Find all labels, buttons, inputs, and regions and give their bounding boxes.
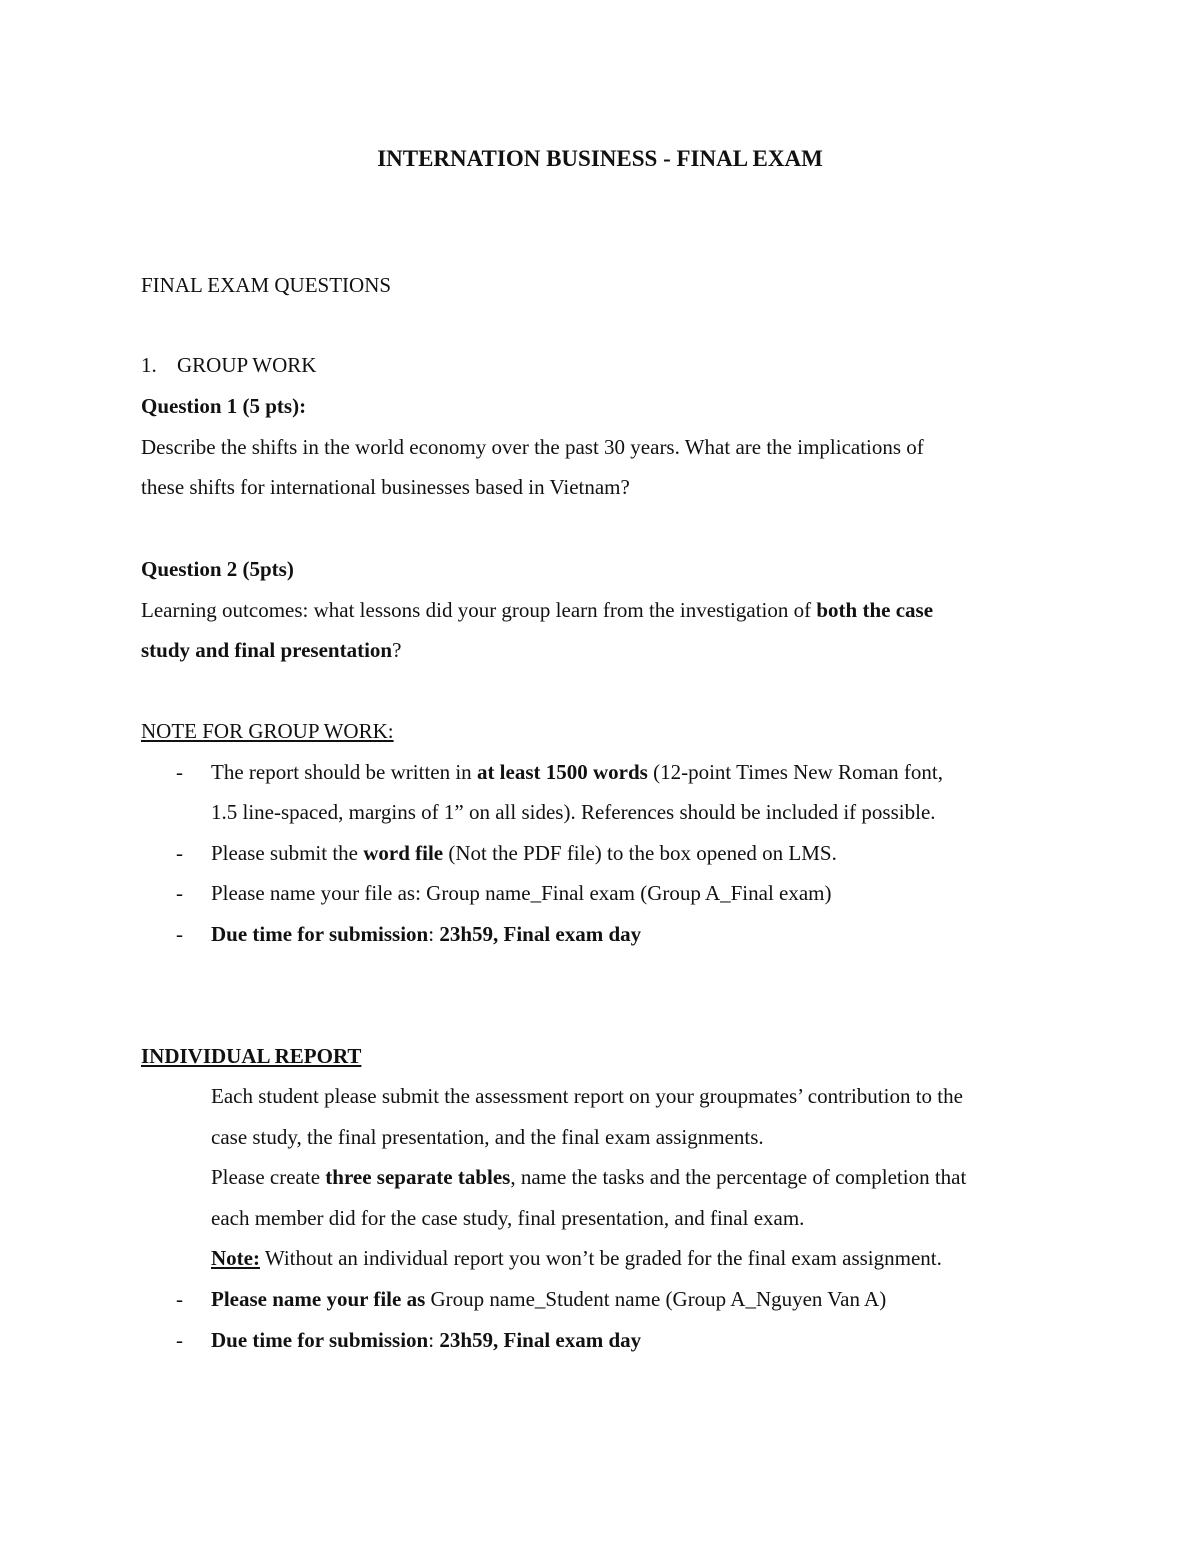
question-1-label: Question 1 (5 pts): xyxy=(141,394,307,418)
bullet-dash: - xyxy=(176,1287,183,1311)
document-title: INTERNATION BUSINESS - FINAL EXAM xyxy=(377,146,823,171)
question-2-label: Question 2 (5pts) xyxy=(141,557,294,581)
individual-note xyxy=(211,1245,942,1271)
due-value: 23h59, Final exam day xyxy=(439,1328,642,1352)
note-label: Note: xyxy=(211,1246,260,1270)
individual-text: Please create xyxy=(211,1165,326,1189)
note-text: (Not the PDF file) to the box opened on LMS. xyxy=(443,841,837,865)
bullet-dash: - xyxy=(176,1328,183,1352)
bullet-dash: - xyxy=(176,881,183,905)
question-2-emphasis: both the case xyxy=(816,598,934,622)
note-group-work-heading: NOTE FOR GROUP WORK: xyxy=(141,719,394,743)
question-1-text-line1: Describe the shifts in the world economy over the past 30 years. What are the implications of xyxy=(141,435,924,459)
group-work-title: GROUP WORK xyxy=(177,353,317,377)
question-2-text-line1 xyxy=(141,597,933,623)
individual-paragraph-2-line1 xyxy=(211,1164,966,1190)
due-separator: : xyxy=(428,922,440,946)
individual-paragraph-2-line2: each member did for the case study, final presentation, and final exam. xyxy=(211,1206,805,1230)
note-bullet-2 xyxy=(211,840,837,866)
individual-paragraph-1-line2: case study, the final presentation, and the final exam assignments. xyxy=(211,1125,764,1149)
note-emphasis: at least 1500 words xyxy=(476,760,648,784)
group-work-heading xyxy=(141,352,316,378)
individual-report-heading: INDIVIDUAL REPORT xyxy=(141,1044,362,1068)
question-1-text-line2: these shifts for international businesses based in Vietnam? xyxy=(141,475,630,499)
bullet-dash: - xyxy=(176,841,183,865)
question-2-emphasis: study and final presentation xyxy=(141,638,393,662)
individual-text: , name the tasks and the percentage of completion that xyxy=(510,1165,967,1189)
individual-text: Group name_Student name (Group A_Nguyen Van A) xyxy=(425,1287,887,1311)
note-text: (12-point Times New Roman font, xyxy=(647,760,944,784)
bullet-dash: - xyxy=(176,760,183,784)
note-bullet-3: Please name your file as: Group name_Final exam (Group A_Final exam) xyxy=(211,881,832,905)
individual-bullet-2-due-time xyxy=(211,1327,641,1353)
individual-bullet-1 xyxy=(211,1286,886,1312)
question-2-text: Learning outcomes: what lessons did your group learn from the investigation of xyxy=(141,598,817,622)
note-text: The report should be written in xyxy=(211,760,477,784)
note-bullet-1-line1 xyxy=(211,759,943,785)
note-emphasis: word file xyxy=(363,841,444,865)
individual-emphasis: three separate tables xyxy=(325,1165,511,1189)
due-separator: : xyxy=(428,1328,440,1352)
question-2-text: ? xyxy=(392,638,402,662)
note-bullet-4-due-time xyxy=(211,921,641,947)
individual-emphasis: Please name your file as xyxy=(211,1287,426,1311)
due-label: Due time for submission xyxy=(211,1328,429,1352)
note-text: Without an individual report you won’t be graded for the final exam assignment. xyxy=(259,1246,942,1270)
bullet-dash: - xyxy=(176,922,183,946)
due-value: 23h59, Final exam day xyxy=(439,922,642,946)
question-2-text-line2 xyxy=(141,637,401,663)
note-bullet-1-line2: 1.5 line-spaced, margins of 1” on all sides). References should be included if possible. xyxy=(211,800,936,824)
note-text: Please submit the xyxy=(211,841,364,865)
individual-paragraph-1-line1: Each student please submit the assessment report on your groupmates’ contribution to the xyxy=(211,1084,963,1108)
list-number: 1. xyxy=(141,353,157,377)
due-label: Due time for submission xyxy=(211,922,429,946)
section-heading: FINAL EXAM QUESTIONS xyxy=(141,273,392,297)
